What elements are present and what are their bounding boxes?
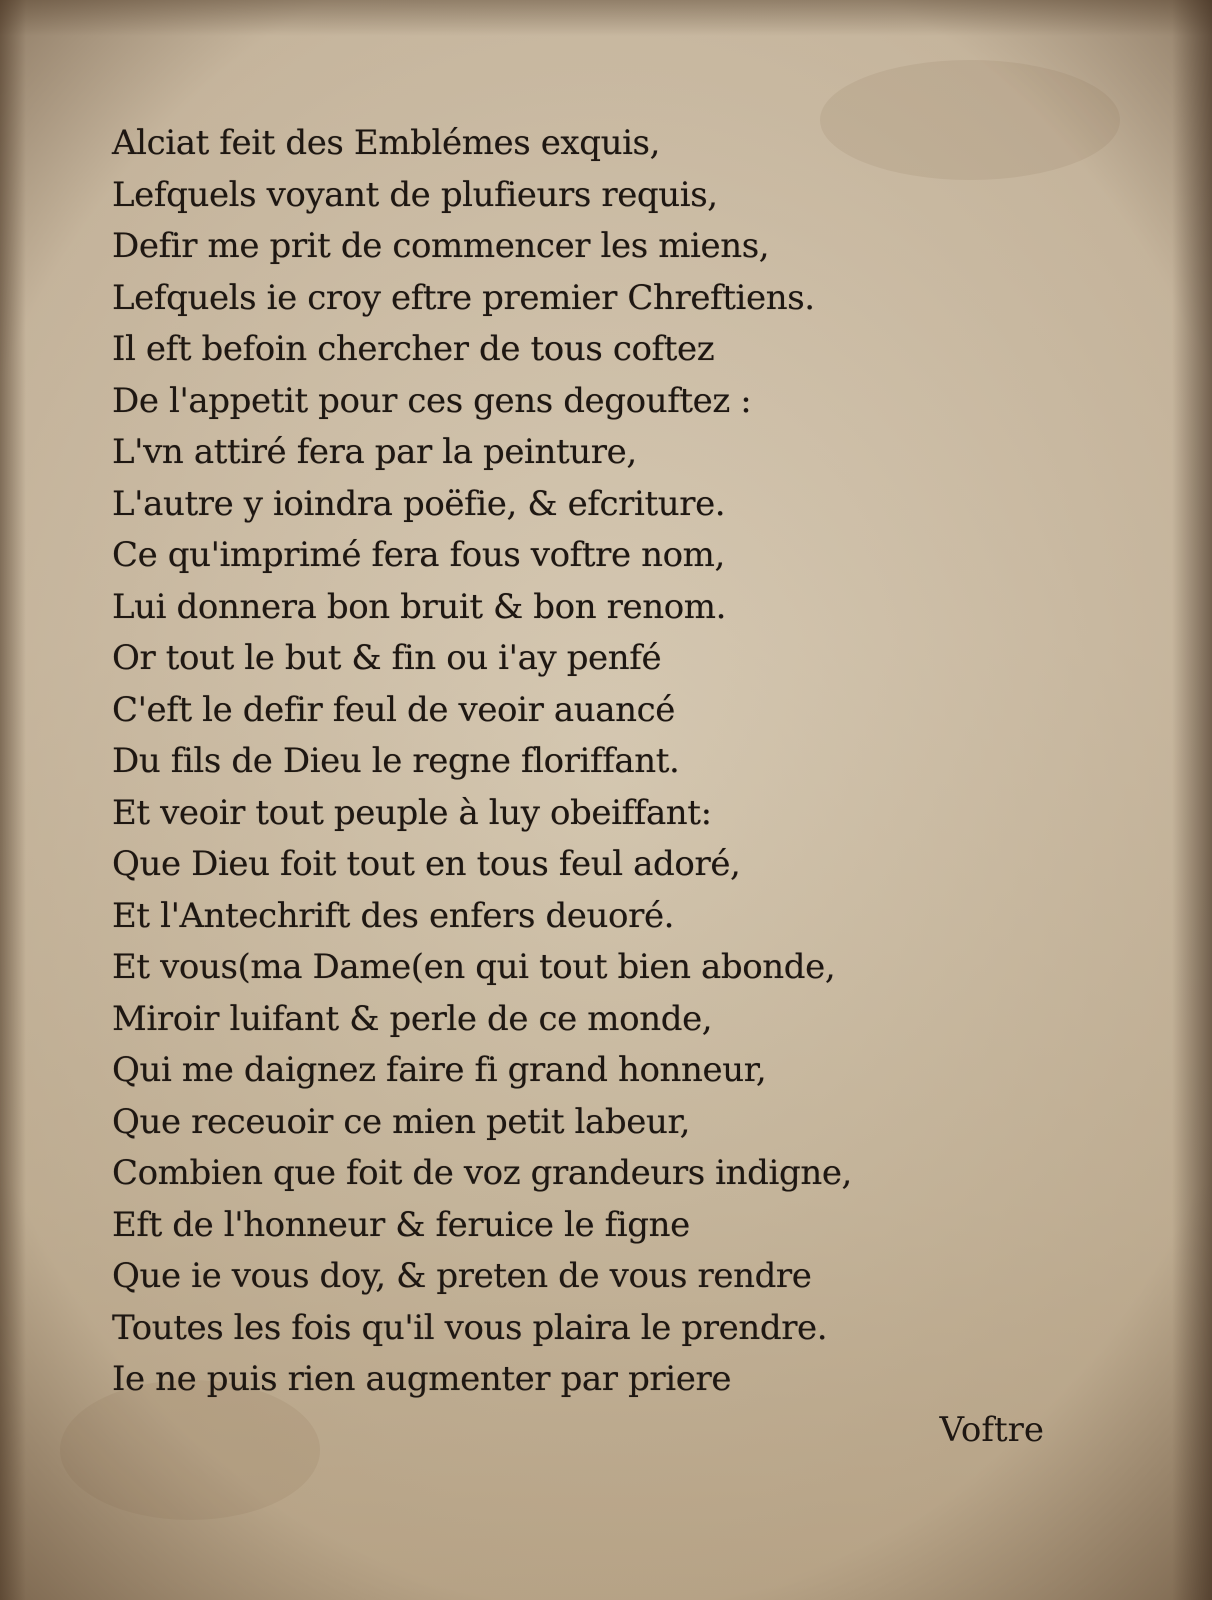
poem-line: Et l'Antechrift des enfers deuoré. xyxy=(112,895,675,936)
poem-line: Que receuoir ce mien petit labeur, xyxy=(112,1101,690,1142)
page-edge-left xyxy=(0,0,26,1600)
poem-line: Defir me prit de commencer les miens, xyxy=(112,226,770,266)
poem-line: Et vous(ma Dame(en qui tout bien abonde, xyxy=(112,947,836,987)
poem-line: Du fils de Dieu le regne floriffant. xyxy=(112,741,680,781)
poem-line: Miroir luifant & perle de ce monde, xyxy=(112,998,713,1039)
poem-line: Eft de l'honneur & feruice le figne xyxy=(112,1204,690,1245)
poem-line: Or tout le but & fin ou i'ay penfé xyxy=(112,638,662,678)
poem-line: Lui donnera bon bruit & bon renom. xyxy=(112,586,727,627)
poem-line: Que Dieu foit tout en tous feul adoré, xyxy=(112,844,741,884)
page-edge-top xyxy=(0,0,1212,36)
poem-line: Ce qu'imprimé fera fous voftre nom, xyxy=(112,535,725,575)
poem-line: Que ie vous doy, & preten de vous rendre xyxy=(112,1256,812,1296)
poem-line: Lefquels ie croy eftre premier Chreftiens. xyxy=(112,277,815,318)
poem-text xyxy=(112,118,852,1406)
poem-line: L'vn attiré fera par la peinture, xyxy=(112,432,637,472)
poem-line: Combien que foit de voz grandeurs indigne, xyxy=(112,1153,852,1193)
poem-line: De l'appetit pour ces gens degouftez : xyxy=(112,380,752,421)
poem-line: Ie ne puis rien augmenter par priere xyxy=(112,1359,732,1399)
poem-line: Et veoir tout peuple à luy obeiffant: xyxy=(112,792,712,833)
poem-line: C'eft le defir feul de veoir auancé xyxy=(112,689,675,730)
poem-line: Il eft befoin chercher de tous coftez xyxy=(112,329,715,369)
poem-line: Alciat feit des Emblémes exquis, xyxy=(112,123,661,163)
catchword: Voftre xyxy=(939,1410,1044,1450)
poem-line: Lefquels voyant de plufieurs requis, xyxy=(112,174,718,215)
poem-line: Qui me daignez faire fi grand honneur, xyxy=(112,1050,767,1090)
poem-line: Toutes les fois qu'il vous plaira le prendre. xyxy=(112,1307,828,1348)
poem-line: L'autre y ioindra poëfie, & efcriture. xyxy=(112,483,726,524)
page-edge-right xyxy=(1172,0,1212,1600)
